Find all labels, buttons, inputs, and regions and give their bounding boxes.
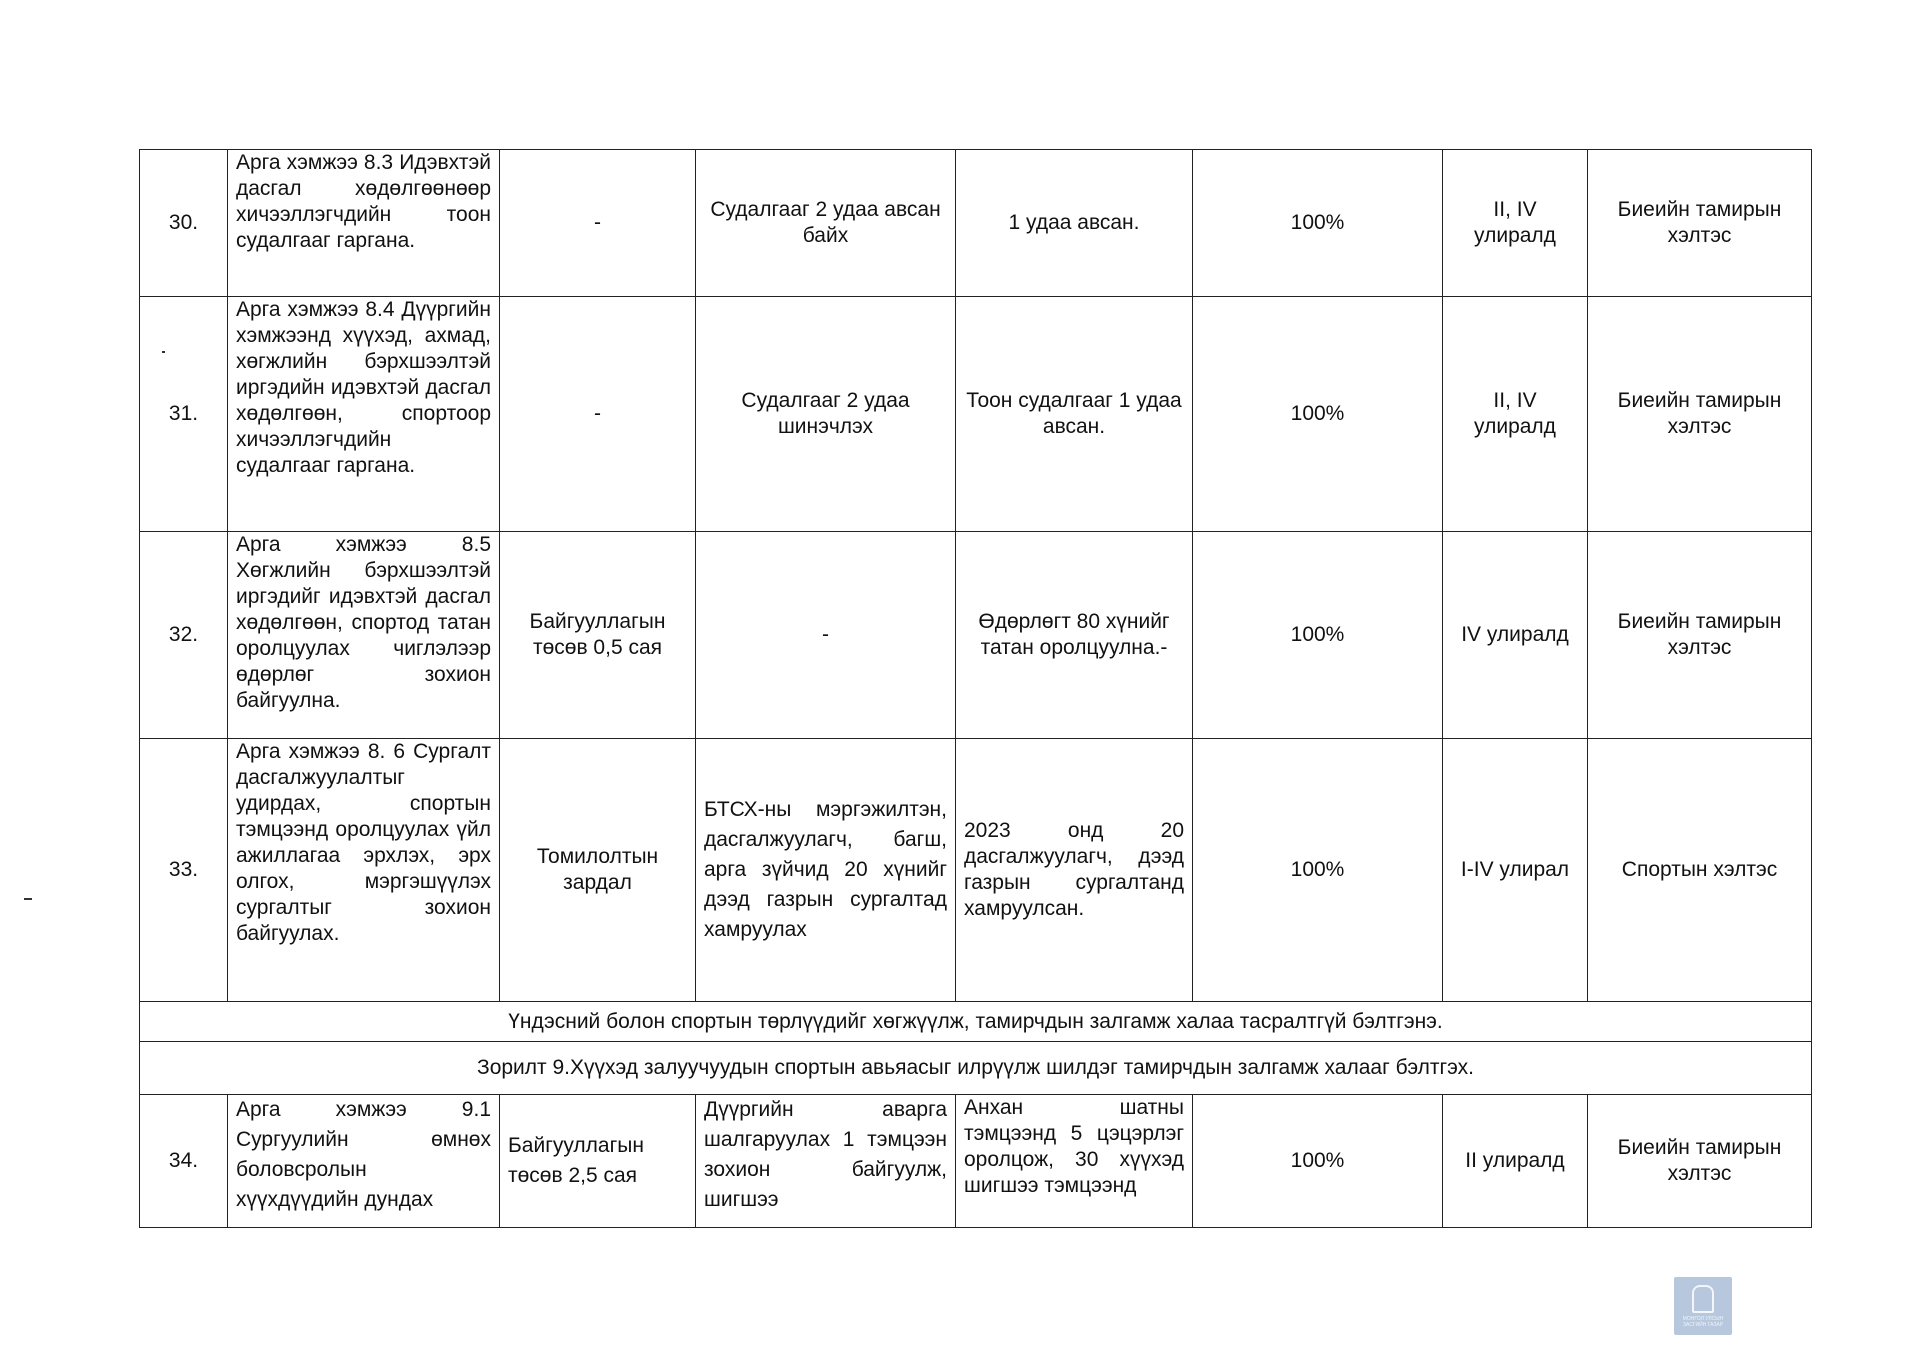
scan-mark (162, 351, 165, 353)
result-cell: Анхан шатны тэмцээнд 5 цэцэрлэг оролцож, 30 хүүхэд шигшээ тэмцээнд (956, 1095, 1193, 1228)
responsible-cell: Биеийн тамирын хэлтэс (1588, 150, 1812, 297)
period-cell: II, IV улиралд (1443, 150, 1588, 297)
responsible-cell: Биеийн тамирын хэлтэс (1588, 1095, 1812, 1228)
period-cell: IV улиралд (1443, 532, 1588, 739)
indicator-cell: Судалгааг 2 удаа авсан байх (696, 150, 956, 297)
goal-banner-row (140, 1042, 1812, 1095)
table-row (140, 532, 1812, 739)
indicator-cell: Дүүргийн аварга шалгаруулах 1 тэмцээн зохион байгуулж, шигшээ (696, 1095, 956, 1228)
responsible-cell: Биеийн тамирын хэлтэс (1588, 297, 1812, 532)
section-banner: Үндэсний болон спортын төрлүүдийг хөгжүүлж, тамирчдын залгамж халаа тасралтгүй бэлтгэнэ. (140, 1002, 1812, 1042)
indicator-cell: БТСХ-ны мэргэжилтэн, дасгалжуулагч, багш, арга зүйчид 20 хүнийг дээд газрын сургалтад хамруулах (696, 739, 956, 1002)
responsible-cell: Биеийн тамирын хэлтэс (1588, 532, 1812, 739)
budget-cell: Байгууллагын төсөв 0,5 сая (500, 532, 696, 739)
table-row (140, 297, 1812, 532)
row-number: 32. (140, 532, 228, 739)
activity-cell: Арга хэмжээ 8.4 Дүүргийн хэмжээнд хүүхэд, ахмад, хөгжлийн бэрхшээлтэй иргэдийн идэвхтэй дасгал хөдөлгөөн, спортоор хичээллэгчдийн судалгааг гаргана. (228, 297, 500, 532)
percent-cell: 100% (1193, 739, 1443, 1002)
row-number: 31. (140, 297, 228, 532)
activity-cell: Арга хэмжээ 8.5 Хөгжлийн бэрхшээлтэй иргэдийг идэвхтэй дасгал хөдөлгөөн, спортод татан оролцуулах чиглэлээр өдөрлөг зохион байгуулна. (228, 532, 500, 739)
budget-cell: - (500, 297, 696, 532)
period-cell: II, IV улиралд (1443, 297, 1588, 532)
result-cell: Тоон судалгааг 1 удаа авсан. (956, 297, 1193, 532)
result-cell: 2023 онд 20 дасгалжуулагч, дээд газрын сургалтанд хамруулсан. (956, 739, 1193, 1002)
seal-line-1: МОНГОЛ УЛСЫН (1682, 1315, 1724, 1322)
percent-cell: 100% (1193, 150, 1443, 297)
activity-cell: Арга хэмжээ 9.1 Сургуулийн өмнөх боловсролын хүүхдүүдийн дундах (228, 1095, 500, 1228)
table-row (140, 739, 1812, 1002)
percent-cell: 100% (1193, 297, 1443, 532)
seal-line-2: ЗАСГИЙН ГАЗАР (1682, 1321, 1724, 1328)
budget-cell: Томилолтын зардал (500, 739, 696, 1002)
responsible-cell: Спортын хэлтэс (1588, 739, 1812, 1002)
section-banner-row (140, 1002, 1812, 1042)
goal-banner: Зорилт 9.Хүүхэд залуучуудын спортын авьяасыг илрүүлж шилдэг тамирчдын залгамж халааг бэлтгэх. (140, 1042, 1812, 1095)
activity-cell: Арга хэмжээ 8.3 Идэвхтэй дасгал хөдөлгөөнөөр хичээллэгчдийн тоон судалгааг гаргана. (228, 150, 500, 297)
soyombo-icon (1692, 1285, 1714, 1313)
budget-cell: Байгууллагын төсөв 2,5 сая (500, 1095, 696, 1228)
percent-cell: 100% (1193, 532, 1443, 739)
row-number: 34. (140, 1095, 228, 1228)
government-seal (1674, 1277, 1732, 1335)
indicator-cell: Судалгааг 2 удаа шинэчлэх (696, 297, 956, 532)
table-row (140, 1095, 1812, 1228)
scan-mark (24, 898, 32, 900)
row-number: 33. (140, 739, 228, 1002)
percent-cell: 100% (1193, 1095, 1443, 1228)
indicator-cell: - (696, 532, 956, 739)
activity-cell: Арга хэмжээ 8. 6 Сургалт дасгалжуулалтыг удирдах, спортын тэмцээнд оролцуулах үйл ажиллагаа эрхлэх, эрх олгох, мэргэшүүлэх сургалтыг зохион байгуулах. (228, 739, 500, 1002)
row-number: 30. (140, 150, 228, 297)
result-cell: 1 удаа авсан. (956, 150, 1193, 297)
period-cell: I-IV улирал (1443, 739, 1588, 1002)
result-cell: Өдөрлөгт 80 хүнийг татан оролцуулна.- (956, 532, 1193, 739)
budget-cell: - (500, 150, 696, 297)
action-plan-table (139, 149, 1812, 1228)
table-row (140, 150, 1812, 297)
period-cell: II улиралд (1443, 1095, 1588, 1228)
